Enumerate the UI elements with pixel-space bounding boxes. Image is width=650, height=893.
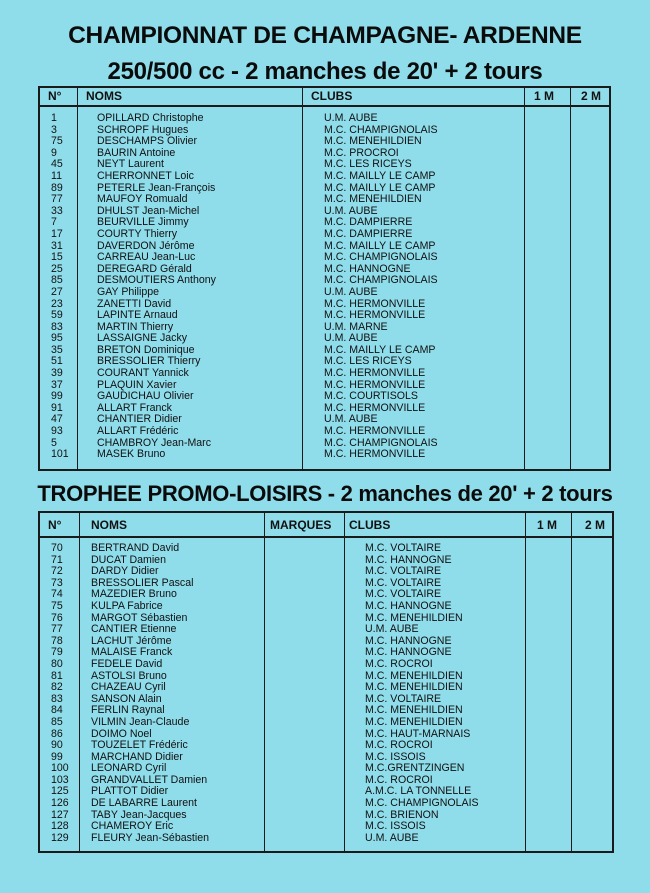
table-row-name: MARTIN Thierry (97, 320, 174, 333)
table-row-num: 73 (51, 576, 63, 589)
table-row-num: 15 (51, 251, 63, 264)
table-row-name: ALLART Franck (97, 401, 172, 414)
table-row-num: 47 (51, 413, 63, 426)
table-row-name: LAPINTE Arnaud (97, 309, 178, 322)
table-row-num: 35 (51, 343, 63, 356)
table-row-num: 125 (51, 785, 69, 798)
table-row-num: 75 (51, 599, 63, 612)
table-row-num: 84 (51, 704, 63, 717)
table-row-name: ALLART Frédéric (97, 425, 179, 438)
table-row-name: DOIMO Noel (91, 727, 152, 740)
table-row-num: 37 (51, 378, 63, 391)
col-divider (571, 513, 572, 851)
table-row-name: MARGOT Sébastien (91, 611, 188, 624)
table-row-name: KULPA Fabrice (91, 599, 163, 612)
table-row-club: M.C. CHAMPIGNOLAIS (324, 436, 438, 449)
table-row-club: M.C. HERMONVILLE (324, 297, 426, 310)
table-row-club: M.C. DAMPIERRE (324, 216, 413, 229)
table-row-club: M.C. HERMONVILLE (324, 401, 426, 414)
table-row-name: MALAISE Franck (91, 646, 173, 659)
table-row-num: 70 (51, 542, 63, 554)
table-row-num: 91 (51, 401, 63, 414)
header-num: N° (48, 89, 62, 103)
table-row-club: U.M. AUBE (365, 831, 419, 844)
table-row-club: M.C. VOLTAIRE (365, 588, 442, 601)
table-row-name: BEURVILLE Jimmy (97, 216, 189, 229)
table-row-name: BRESSOLIER Thierry (97, 355, 201, 368)
table-row-club: M.C. ROCROI (365, 657, 433, 670)
table-row-name: DAVERDON Jérôme (97, 239, 195, 252)
num-column (51, 543, 69, 844)
names-column (91, 543, 209, 844)
header-m2: 2 M (585, 518, 606, 532)
table-row-num: 59 (51, 309, 63, 322)
names-column (97, 113, 216, 461)
table-row-num: 85 (51, 715, 63, 728)
table-row-name: FERLIN Raynal (91, 704, 165, 717)
table-row-club: M.C. MENEHILDIEN (365, 715, 463, 728)
table-row-name: TOUZELET Frédéric (91, 739, 188, 752)
table-row-name: LEONARD Cyril (91, 762, 167, 775)
table-row-club: M.C. VOLTAIRE (365, 542, 442, 554)
table-row-name: CHAZEAU Cyril (91, 681, 166, 694)
table-row-num: 129 (51, 831, 69, 844)
table-row-name: LACHUT Jérôme (91, 634, 172, 647)
table-row-club: M.C. PROCROI (324, 146, 399, 159)
table-row-num: 25 (51, 262, 63, 275)
table-row-name: DUCAT Damien (91, 553, 166, 566)
table-row-name: LASSAIGNE Jacky (97, 332, 188, 345)
table-row-num: 128 (51, 820, 69, 833)
table-row-num: 78 (51, 634, 63, 647)
table-row-num: 127 (51, 808, 69, 821)
table-row-club: M.C. HERMONVILLE (324, 378, 426, 391)
header-num: N° (48, 518, 62, 532)
table-row-name: ZANETTI David (97, 297, 172, 310)
header-names: NOMS (91, 518, 127, 532)
table-row-num: 100 (51, 762, 69, 775)
table-row-club: M.C. MENEHILDIEN (365, 681, 463, 694)
header-m1: 1 M (534, 89, 555, 103)
table-row-club: M.C. LES RICEYS (324, 158, 412, 171)
table-row-num: 89 (51, 181, 63, 194)
table-row-name: DARDY Didier (91, 565, 159, 578)
table-row-num: 51 (51, 355, 63, 368)
header-clubs: CLUBS (349, 518, 391, 532)
table-row-name: TABY Jean-Jacques (91, 808, 187, 821)
table-row-club: M.C. MAILLY LE CAMP (324, 239, 436, 252)
table-row-num: 23 (51, 297, 63, 310)
table-row-num: 1 (51, 112, 57, 124)
table-row-name: OPILLARD Christophe (97, 112, 204, 124)
table-row-club: M.C. MENEHILDIEN (365, 704, 463, 717)
header-brands: MARQUES (270, 518, 332, 532)
table-row-club: U.M. AUBE (324, 332, 378, 345)
table-row-club: M.C. BRIENON (365, 808, 439, 821)
table-row-name: ASTOLSI Bruno (91, 669, 167, 682)
table-row-num: 45 (51, 158, 63, 171)
header-m1: 1 M (537, 518, 558, 532)
table-row-num: 7 (51, 216, 57, 229)
table-row-club: M.C. CHAMPIGNOLAIS (324, 274, 438, 287)
table-row-name: VILMIN Jean-Claude (91, 715, 190, 728)
table-row-name: GAY Philippe (97, 285, 160, 298)
table-row-name: PETERLE Jean-François (97, 181, 216, 194)
table-row-num: 99 (51, 390, 63, 403)
table-row-name: NEYT Laurent (97, 158, 164, 171)
table-row-club: M.C. DAMPIERRE (324, 227, 413, 240)
col-divider (302, 88, 303, 469)
table-row-name: MASEK Bruno (97, 448, 166, 461)
table-row-club: M.C. ROCROI (365, 739, 433, 752)
num-column (51, 113, 69, 461)
table-row-club: M.C. HERMONVILLE (324, 425, 426, 438)
championship-subtitle: 250/500 cc - 2 manches de 20' + 2 tours (107, 58, 543, 85)
table-row-num: 11 (51, 169, 62, 182)
table-row-club: A.M.C. LA TONNELLE (365, 785, 472, 798)
table-row-num: 95 (51, 332, 63, 345)
table-row-num: 39 (51, 367, 63, 380)
table-row-club: M.C. MAILLY LE CAMP (324, 181, 436, 194)
table-row-club: M.C. LES RICEYS (324, 355, 412, 368)
table-row-num: 5 (51, 436, 57, 449)
col-divider (264, 513, 265, 851)
table-row-num: 83 (51, 692, 63, 705)
table-row-num: 75 (51, 135, 63, 148)
table-row-club: M.C. HANNOGNE (365, 553, 452, 566)
table-row-num: 72 (51, 565, 63, 578)
table-row-num: 74 (51, 588, 63, 601)
table-row-club: M.C. VOLTAIRE (365, 576, 442, 589)
table-row-num: 27 (51, 285, 63, 298)
table-row-name: CHANTIER Didier (97, 413, 182, 426)
table-row-name: SANSON Alain (91, 692, 162, 705)
table-row-club: M.C. HERMONVILLE (324, 309, 426, 322)
table-row-club: M.C. ROCROI (365, 773, 433, 786)
table-row-num: 86 (51, 727, 63, 740)
table-row-club: U.M. AUBE (365, 623, 419, 636)
table-row-club: M.C. MENEHILDIEN (324, 135, 422, 148)
col-divider (79, 513, 80, 851)
table-row-club: M.C. ISSOIS (365, 750, 426, 763)
table-row-num: 9 (51, 146, 57, 159)
table-row-club: M.C. HAUT-MARNAIS (365, 727, 471, 740)
table-row-num: 90 (51, 739, 63, 752)
header-clubs: CLUBS (311, 89, 353, 103)
table-row-club: M.C. MENEHILDIEN (365, 669, 463, 682)
table-row-name: MAZEDIER Bruno (91, 588, 177, 601)
clubs-column (365, 543, 479, 844)
trophy-table (38, 511, 614, 853)
table-row-name: BAURIN Antoine (97, 146, 176, 159)
table-row-club: U.M. AUBE (324, 413, 378, 426)
table-row-num: 80 (51, 657, 63, 670)
table-row-club: M.C. CHAMPIGNOLAIS (324, 251, 438, 264)
table-row-name: CHAMBROY Jean-Marc (97, 436, 212, 449)
table-row-club: M.C. VOLTAIRE (365, 692, 442, 705)
table-row-club: M.C. COURTISOLS (324, 390, 418, 403)
table-row-name: DESMOUTIERS Anthony (97, 274, 216, 287)
table-row-club: M.C. MENEHILDIEN (324, 193, 422, 206)
table-row-name: DESCHAMPS Olivier (97, 135, 198, 148)
table-row-club: M.C. CHAMPIGNOLAIS (365, 797, 479, 810)
table-row-club: M.C. HANNOGNE (324, 262, 411, 275)
table-row-club: M.C. VOLTAIRE (365, 565, 442, 578)
table-row-name: COURTY Thierry (97, 227, 178, 240)
table-row-num: 83 (51, 320, 63, 333)
championship-table (38, 86, 611, 471)
table-row-name: BRETON Dominique (97, 343, 195, 356)
table-row-name: SCHROPF Hugues (97, 123, 189, 136)
table-row-name: FEDELE David (91, 657, 163, 670)
header-names: NOMS (86, 89, 122, 103)
table-row-name: DE LABARRE Laurent (91, 797, 197, 810)
table-row-club: M.C. HANNOGNE (365, 599, 452, 612)
table-row-num: 81 (51, 669, 63, 682)
table-row-num: 93 (51, 425, 63, 438)
table-row-name: CANTIER Etienne (91, 623, 177, 636)
table-row-num: 17 (51, 227, 63, 240)
table-row-num: 79 (51, 646, 63, 659)
table-row-club: M.C. HANNOGNE (365, 634, 452, 647)
table-row-name: BRESSOLIER Pascal (91, 576, 194, 589)
table-row-club: M.C. MAILLY LE CAMP (324, 169, 436, 182)
championship-title: CHAMPIONNAT DE CHAMPAGNE- ARDENNE (68, 22, 582, 49)
table-row-name: COURANT Yannick (97, 367, 189, 380)
col-divider (525, 513, 526, 851)
table-row-name: MARCHAND Didier (91, 750, 183, 763)
table-row-club: U.M. AUBE (324, 204, 378, 217)
table-row-num: 103 (51, 773, 69, 786)
table-row-name: DHULST Jean-Michel (97, 204, 200, 217)
table-row-name: CHAMEROY Eric (91, 820, 174, 833)
table-row-num: 76 (51, 611, 63, 624)
table-row-num: 31 (51, 239, 63, 252)
header-m2: 2 M (581, 89, 602, 103)
table-row-club: U.M. AUBE (324, 285, 378, 298)
table-row-name: PLATTOT Didier (91, 785, 169, 798)
table-row-name: BERTRAND David (91, 542, 180, 554)
table-row-club: M.C.GRENTZINGEN (365, 762, 465, 775)
table-row-name: MAUFOY Romuald (97, 193, 188, 206)
clubs-column (324, 113, 438, 461)
table-row-club: M.C. ISSOIS (365, 820, 426, 833)
table-row-num: 33 (51, 204, 63, 217)
table-row-club: M.C. HANNOGNE (365, 646, 452, 659)
col-divider (524, 88, 525, 469)
col-divider (570, 88, 571, 469)
table-row-num: 85 (51, 274, 63, 287)
table-row-name: FLEURY Jean-Sébastien (91, 831, 209, 844)
table-row-club: M.C. CHAMPIGNOLAIS (324, 123, 438, 136)
table-row-name: PLAQUIN Xavier (97, 378, 177, 391)
table-row-club: U.M. MARNE (324, 320, 388, 333)
table-row-num: 126 (51, 797, 69, 810)
table-row-name: GRANDVALLET Damien (91, 773, 208, 786)
table-row-num: 77 (51, 623, 63, 636)
table-row-club: U.M. AUBE (324, 112, 378, 124)
table-row-club: M.C. HERMONVILLE (324, 448, 426, 461)
table-row-name: CARREAU Jean-Luc (97, 251, 196, 264)
table-row-name: CHERRONNET Loic (97, 169, 194, 182)
table-row-club: M.C. HERMONVILLE (324, 367, 426, 380)
table-row-num: 71 (51, 553, 63, 566)
table-row-num: 3 (51, 123, 57, 136)
trophy-title: TROPHEE PROMO-LOISIRS - 2 manches de 20' + 2 tours (37, 481, 613, 506)
col-divider (77, 88, 78, 469)
table-row-name: DEREGARD Gérald (97, 262, 192, 275)
table-row-num: 82 (51, 681, 63, 694)
col-divider (344, 513, 345, 851)
table-row-club: M.C. MENEHILDIEN (365, 611, 463, 624)
table-row-num: 77 (51, 193, 63, 206)
table-row-club: M.C. MAILLY LE CAMP (324, 343, 436, 356)
header-divider (40, 536, 612, 538)
table-row-num: 101 (51, 448, 69, 461)
table-row-name: GAUDICHAU Olivier (97, 390, 194, 403)
table-row-num: 99 (51, 750, 63, 763)
